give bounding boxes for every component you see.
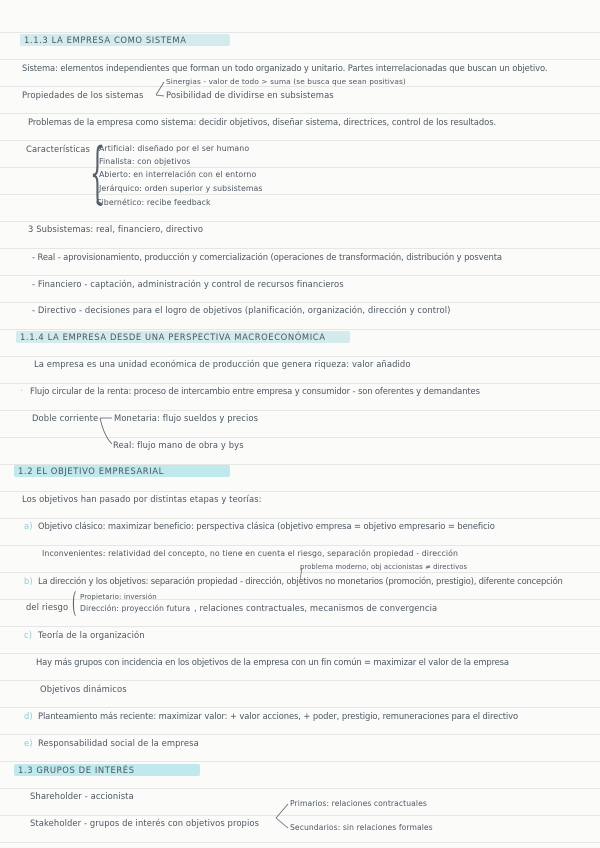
heading-1-2: 1.2 EL OBJETIVO EMPRESARIAL: [18, 466, 164, 476]
tres-subsistemas: 3 Subsistemas: real, financiero, directivo: [28, 224, 204, 234]
monetaria-line: Monetaria: flujo sueldos y precios: [114, 413, 259, 423]
direccion-objetivos-line: La dirección y los objetivos: separación propiedad - dirección, objetivos no monetarios (promoción, prestigio), diferente concepción: [38, 576, 563, 586]
planteamiento-line: Planteamiento más reciente: maximizar valor: + valor acciones, + poder, prestigio, remuneraciones para el directivo: [38, 711, 518, 721]
direccion-line: Dirección: proyección futura: [80, 604, 191, 613]
sinergias-line: Sinergias - valor de todo > suma (se busca que sean positivas): [166, 77, 406, 86]
caract-item: Jerárquico: orden superior y subsistemas: [99, 184, 263, 193]
primarios-line: Primarios: relaciones contractuales: [290, 799, 427, 808]
flujo-bullet: ·: [20, 386, 24, 397]
relaciones-line: , relaciones contractuales, mecanismos de convergencia: [194, 603, 438, 613]
real-flujo-line: Real: flujo mano de obra y bys: [113, 440, 244, 450]
heading-1-1-4: 1.1.4 LA EMPRESA DESDE UNA PERSPECTIVA MACROECONÓMICA: [20, 332, 326, 342]
caract-item: Abierto: en interrelación con el entorno: [99, 170, 257, 179]
caract-item: Cibernético: recibe feedback: [96, 198, 211, 207]
problemas-line: Problemas de la empresa como sistema: decidir objetivos, diseñar sistema, directrices, control de los resultados.: [28, 117, 497, 127]
dividirse-line: Posibilidad de dividirse en subsistemas: [166, 90, 334, 100]
caracteristicas-label: Características: [26, 144, 90, 154]
propietario-line: Propietario: inversión: [80, 593, 157, 601]
unidad-economica-line: La empresa es una unidad económica de producción que genera riqueza: valor añadido: [34, 359, 411, 369]
heading-1-3: 1.3 GRUPOS DE INTERÉS: [18, 765, 135, 775]
caract-item: Finalista: con objetivos: [99, 157, 191, 166]
problema-moderno-note: problema moderno, obj accionistas ≠ directivos: [300, 563, 468, 571]
secundarios-line: Secundarios: sin relaciones formales: [290, 823, 433, 832]
objetivos-etapas-line: Los objetivos han pasado por distintas etapas y teorías:: [22, 494, 262, 504]
subsistema-directivo: - Directivo - decisiones para el logro de objetivos (planificación, organización, dirección y control): [32, 305, 451, 315]
teoria-organizacion-line: Teoría de la organización: [38, 630, 145, 640]
riesgo-brace: (: [72, 586, 77, 619]
item-a-marker: a): [24, 521, 33, 531]
stakeholder-line: Stakeholder - grupos de interés con objetivos propios: [30, 818, 260, 828]
item-c-marker: c): [24, 630, 33, 640]
sistema-definition: Sistema: elementos independientes que forman un todo organizado y unitario. Partes interrelacionadas que buscan un objetivo.: [22, 63, 548, 73]
subsistema-real: - Real - aprovisionamiento, producción y comercialización (operaciones de transformación, distribución y posventa: [32, 252, 502, 262]
item-b-marker: b): [24, 576, 33, 586]
subsistema-financiero: - Financiero - captación, administración y control de recursos financieros: [32, 279, 344, 289]
inconvenientes-line: Inconvenientes: relatividad del concepto, no tiene en cuenta el riesgo, separación propiedad - dirección: [42, 549, 459, 558]
item-e-marker: e): [24, 738, 33, 748]
caracteristicas-brace: {: [90, 134, 105, 211]
propiedades-label: Propiedades de los sistemas: [22, 90, 144, 100]
mas-grupos-line: Hay más grupos con incidencia en los objetivos de la empresa con un fin común = maximizar el valor de la empresa: [36, 657, 509, 667]
item-d-marker: d): [24, 711, 33, 721]
shareholder-line: Shareholder - accionista: [30, 791, 134, 801]
flujo-circular-line: Flujo circular de la renta: proceso de intercambio entre empresa y consumidor - son oferentes y demandantes: [30, 386, 480, 396]
heading-1-1-3: 1.1.3 LA EMPRESA COMO SISTEMA: [24, 35, 187, 45]
del-riesgo-label: del riesgo: [26, 602, 69, 612]
responsabilidad-line: Responsabilidad social de la empresa: [38, 738, 199, 748]
objetivo-clasico-line: Objetivo clásico: maximizar beneficio: perspectiva clásica (objetivo empresa = objetivo empresario = beneficio: [38, 521, 495, 531]
objetivos-dinamicos-line: Objetivos dinámicos: [40, 684, 127, 694]
doble-corriente-label: Doble corriente: [32, 413, 99, 423]
caract-item: Artificial: diseñado por el ser humano: [99, 144, 250, 153]
